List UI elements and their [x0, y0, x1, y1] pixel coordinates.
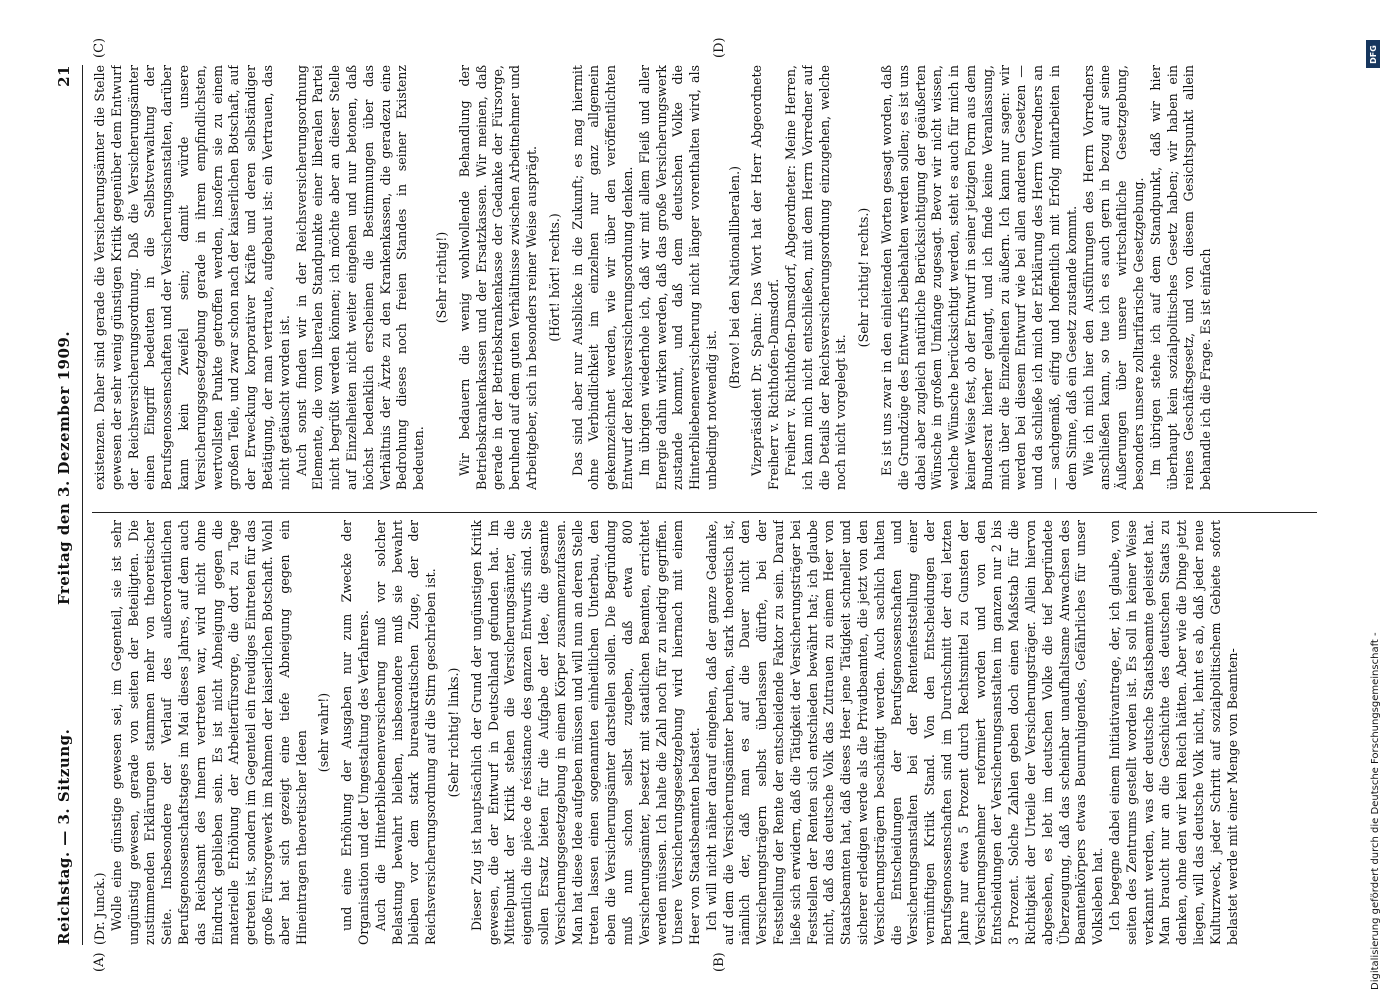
interjection: (Sehr richtig! links.): [445, 667, 461, 798]
right-column: [92, 65, 1322, 490]
dfg-logo: [1366, 40, 1380, 68]
paragraph: Das sind aber nur Ausblicke in die Zukunft; es mag hiermit ohne Verbindlichkeit im einzelnen nur ganz allgemein gekennzeichnet werden, wie wir über den veröffentlichten Entwurf der Reichsversicherungsordnung denken.: [569, 65, 635, 490]
margin-mark-d: (D): [712, 37, 727, 58]
margin-mark-a: (A): [92, 952, 107, 972]
header-left: Reichstag. — 3. Sitzung.: [55, 728, 73, 945]
paragraph: Auch sonst finden wir in der Reichsversicherungsordnung Elemente, die vom liberalen Standpunkte einer liberalen Partei nicht begrüßt werden können; ich möchte aber an dieser Stelle auf Einzelheiten nicht weiter eingehen und nur betonen, daß höchst bedenklich erscheinen die Bestimmungen über das Verhältnis der Ärzte zu den Krankenkassen, die geradezu eine Bedrohung dieses noch freien Standes in seiner Existenz bedeuten.: [293, 65, 427, 490]
column-divider: [92, 512, 1317, 513]
paragraph: Dieser Zug ist hauptsächlich der Grund der ungünstigen Kritik gewesen, die der Entwurf in Deutschland gefunden hat. Im Mittelpunkt der Kritik stehen die Versicherungsämter, die eigentlich die pièce de résistance des ganzen Entwurfs sind. Sie sollen Ersatz bieten für die Aufgabe der Idee, die gesamte Versicherungsgesetzgebung in einem Körper zusammenzufassen. Man hat diese Idee aufgeben müssen und will nun an deren Stelle treten lassen einen sogenannten einheitlichen Unterbau, den eben die Versicherungsämter darstellen sollen. Die Begründung muß nun schon selbst zugeben, daß etwa 800 Versicherungsämter, besetzt mit staatlichen Beamten, errichtet werden müssen. Ich halte die Zahl noch für zu niedrig gegriffen. Unsere Versicherungsgesetzgebung wird hiernach mit einem Heer von Staatsbeamten belastet.: [468, 520, 703, 945]
speaker-paragraph: Vizepräsident Dr. Spahn: Das Wort hat der Herr Abgeordnete Freiherr v. Richthofen-Damsdorf.: [749, 65, 782, 490]
paragraph: Im übrigen wiederhole ich, daß wir mit allem Fleiß und aller Energie dahin wirken werden, daß das große Versicherungswerk zustande kommt, und daß dem deutschen Volke die Hinterbliebenenversicherung nicht länger vorenthalten wird, als unbedingt notwendig ist.: [636, 65, 719, 490]
interjection: (Sehr richtig! rechts.): [856, 207, 872, 348]
header-rule: [82, 65, 83, 945]
paragraph: existenzen. Daher sind gerade die Versicherungsämter die Stelle gewesen der sehr wenig günstigen Kritik gegenüber dem Entwurf der Reichsversicherungsordnung. Daß die Versicherungsämter einen Eingriff bedeuten in die Selbstverwaltung der Berufsgenossenschaften und der Versicherungsanstalten, darüber kann kein Zweifel sein; damit würde unsere Versicherungsgesetzgebung gerade in ihrem empfindlichsten, wertvollsten Punkte getroffen werden, insofern sie zu einem großen Teile, und zwar schon nach der kaiserlichen Botschaft, auf der Erweckung korporativer Kräfte und deren selbständiger Betätigung, der man vertraute, aufgebaut ist: ein Vertrauen, das nicht getäuscht worden ist.: [92, 65, 292, 490]
interjection: (Bravo! bei den Nationalliberalen.): [726, 165, 742, 390]
margin-mark-b: (B): [712, 952, 727, 972]
interjection: (Hört! hört! rechts.): [546, 213, 562, 342]
page-number: 21: [55, 65, 73, 87]
left-column: [92, 520, 1322, 945]
interjection: (sehr wahr!): [316, 692, 332, 773]
header-date: Freitag den 3. Dezember 1909.: [55, 330, 73, 605]
paragraph: und eine Erhöhung der Ausgaben nur zum Zwecke der Organisation und der Umgestaltung des Verfahrens.: [339, 520, 371, 945]
dfg-logo-text: DFG: [1368, 44, 1378, 64]
digitization-credit: Digitalisierung gefördert durch die Deutsche Forschungsgemeinschaft -: [1370, 632, 1381, 990]
margin-mark-c: (C): [92, 37, 107, 58]
speaker-paragraph: Freiherr v. Richthofen-Damsdorf, Abgeordneter: Meine Herren, ich kann mich nicht entschließen, mit dem Herrn Vorredner auf die Details der Reichsversicherungsordnung einzugehen, welche noch nicht vorgelegt ist.: [783, 65, 849, 490]
paragraph: Auch die Hinterbliebenenversicherung muß vor solcher Belastung bewahrt bleiben, insbesondere muß sie bewahrt bleiben vor dem stark bureaukratischen Zuge, der der Reichsversicherungsordnung auf die Stirn geschrieben ist.: [372, 520, 439, 945]
paragraph: Wie ich mich hier den Ausführungen des Herrn Vorredners anschließen kann, so tue ich es auch gern in bezug auf seine Äußerungen über unsere wirtschaftliche Gesetzgebung, besonders unsere zolltarifarische Gesetzgebung.: [1080, 65, 1147, 490]
speaker-note: (Dr. Junck.): [92, 872, 107, 945]
paragraph: Wir bedauern die wenig wohlwollende Behandlung der Betriebskrankenkassen und der Ersatzkassen. Wir meinen, daß gerade in der Betriebskrankenkasse der Gedanke der Fürsorge, beruhend auf dem guten Verhältnisse zwischen Arbeitnehmer und Arbeitgeber, sich in besonders reiner Weise ausprägt.: [456, 65, 539, 490]
paragraph: Wolle eine günstige gewesen sei, im Gegenteil, sie ist sehr ungünstig gewesen, gerade von seiten der Beteiligten. Die zustimmenden Erklärungen stammen mehr von theoretischer Seite. Insbesondere der Verlauf des außerordentlichen Berufsgenossenschaftstages im Mai dieses Jahres, auf dem auch das Reichsamt des Innern vertreten war, wird nicht ohne Eindruck geblieben sein. Es ist nicht Abneigung gegen die materielle Erhöhung der Arbeiterfürsorge, die dort zu Tage getreten ist, sondern im Gegenteil ein freudiges Eintreten für das große Fürsorgewerk im Rahmen der kaiserlichen Botschaft. Wohl aber hat sich gezeigt eine tiefe Abneigung gegen ein Hineintragen theoretischer Ideen: [108, 520, 309, 945]
paragraph: Es ist uns zwar in den einleitenden Worten gesagt worden, daß die Grundzüge des Entwurfs beibehalten werden sollen; es ist uns dabei aber zugleich natürliche Berücksichtigung der geäußerten Wünsche in großem Umfange zugesagt. Bevor wir nicht wissen, welche Wünsche berücksichtigt werden, steht es auch für mich in keiner Weise fest, ob der Entwurf in seiner jetzigen Form aus dem Bundesrat hierher gelangt, und ich finde keine Veranlassung, mich über die Einzelheiten zu äußern. Ich kann nur sagen: wir werden bei diesem Entwurf wie bei allen anderen Gesetzen — und da schließe ich mich der Erklärung des Herrn Vorredners an — sachgemäß, eifrig und hoffentlich mit Erfolg mitarbeiten in dem Sinne, daß ein Gesetz zustande kommt.: [879, 65, 1079, 490]
interjection: (Sehr richtig!): [433, 231, 449, 324]
paragraph: Im übrigen stehe ich auf dem Standpunkt, daß wir hier überhaupt kein sozialpolitisches Gesetz haben; wir haben ein reines Geschäftsgesetz, und von diesem Gesichtspunkt allein behandle ich die Frage. Es ist einfach: [1147, 65, 1214, 490]
paragraph: Ich begegne dabei einem Initiativantrage, der, ich glaube, von seiten des Zentrums gestellt worden ist. Es soll in keiner Weise verkannt werden, was der deutsche Staatsbeamte geleistet hat. Man braucht nur an die Geschichte des deutschen Staats zu denken, ohne den wir kein Reich hätten. Aber wie die Dinge jetzt liegen, will das deutsche Volk nicht, lehnt es ab, daß jeder neue Kulturzweck, jeder Schritt auf sozialpolitischem Gebiete sofort belastet werde mit einer Menge von Beamten-: [1107, 520, 1240, 945]
paragraph: Ich will nicht näher darauf eingehen, daß der ganze Gedanke, auf dem die Versicherungsämter beruhen, stark theoretisch ist, nämlich der, daß man es auf die Dauer nicht den Versicherungsträgern selbst überlassen dürfte, bei der Feststellung der Rente der entscheidende Faktor zu sein. Darauf ließe sich erwidern, daß die Tätigkeit der Versicherungsträger bei Feststellen der Renten sich entschieden bewährt hat; ich glaube nicht, daß das deutsche Volk das Zutrauen zu einem Heer von Staatsbeamten hat, daß dieses Heer jene Tätigkeit schneller und sicherer erledigen werde als die Privatbeamten, die jetzt von den Versicherungsträgern beschäftigt werden. Auch sachlich halten die Entscheidungen der Berufsgenossenschaften und Versicherungsanstalten bei der Rentenfeststellung einer vernünftigen Kritik Stand. Von den Entscheidungen der Berufsgenossenschaften sind im Durchschnitt der drei letzten Jahre nur etwa 5 Prozent durch Rechtsmittel zu Gunsten der Versicherungsnehmer reformiert worden und von den Entscheidungen der Versicherungsanstalten im ganzen nur 2 bis 3 Prozent. Solche Zahlen geben doch einen Maßstab für die Richtigkeit der Urteile der Versicherungsträger. Allein hiervon abgesehen, es lebt im deutschen Volke die tief begründete Überzeugung, daß das scheinbar unaufhaltsame Anwachsen des Beamtenkörpers etwas Beunruhigendes, Gefährliches für unser Volksleben hat.: [703, 520, 1106, 945]
page-header: [55, 65, 81, 945]
